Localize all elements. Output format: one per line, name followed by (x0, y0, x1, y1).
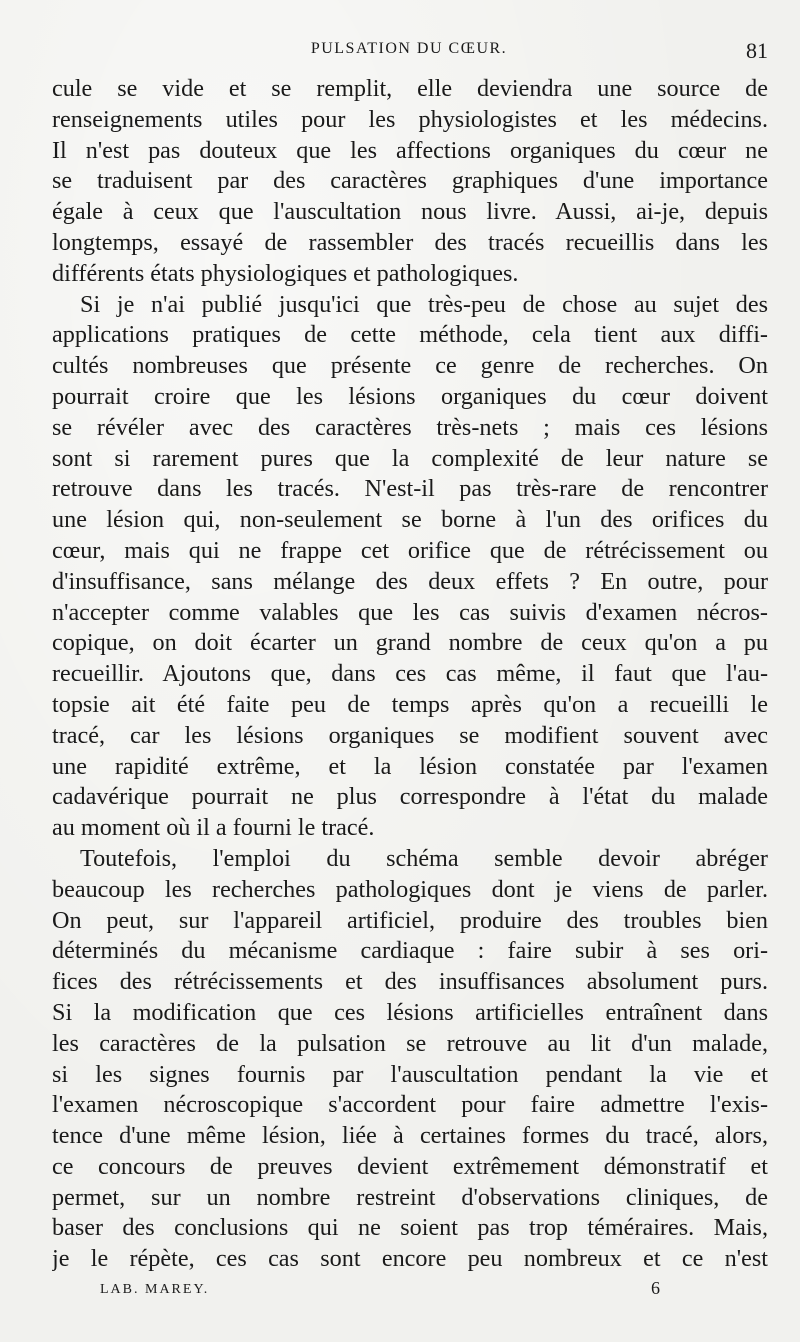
text-line: si les signes fournis par l'auscultation pendant la vie et (52, 1060, 768, 1088)
text-line: une rapidité extrême, et la lésion constatée par l'examen (52, 752, 768, 780)
text-line: cœur, mais qui ne frappe cet orifice que de rétrécissement ou (52, 536, 768, 564)
printer-signature: LAB. MAREY. (100, 1282, 210, 1297)
text-line: égale à ceux que l'auscultation nous livre. Aussi, ai-je, depuis (52, 198, 768, 226)
text-line: beaucoup les recherches pathologiques dont je viens de parler. (52, 875, 768, 903)
text-line: cadavérique pourrait ne plus correspondre à l'état du malade (52, 783, 768, 811)
text-line: Toutefois, l'emploi du schéma semble devoir abréger (80, 844, 768, 872)
text-line: différents états physiologiques et pathologiques. (52, 259, 519, 287)
text-line: copique, on doit écarter un grand nombre de ceux qu'on a pu (52, 629, 768, 657)
paragraph (52, 844, 768, 1275)
text-line: longtemps, essayé de rassembler des tracés recueillis dans les (52, 228, 768, 256)
text-line: Si la modification que ces lésions artificielles entraînent dans (52, 998, 768, 1026)
text-line: l'examen nécroscopique s'accordent pour faire admettre l'exis- (52, 1091, 768, 1119)
text-line: n'accepter comme valables que les cas suivis d'examen nécros- (52, 598, 768, 626)
text-line: cultés nombreuses que présente ce genre de recherches. On (52, 352, 768, 380)
text-line: d'insuffisance, sans mélange des deux effets ? En outre, pour (52, 567, 768, 595)
text-line: une lésion qui, non-seulement se borne à l'un des orifices du (52, 506, 768, 534)
text-line: je le répète, ces cas sont encore peu nombreux et ce n'est (52, 1245, 768, 1273)
text-line: sont si rarement pures que la complexité de leur nature se (52, 444, 768, 472)
page-header (50, 40, 768, 66)
text-line: applications pratiques de cette méthode, cela tient aux diffi- (52, 321, 768, 349)
sheet-mark: 6 (651, 1278, 660, 1298)
text-line: ce concours de preuves devient extrêmement démonstratif et (52, 1152, 768, 1180)
text-line: topsie ait été faite peu de temps après qu'on a recueilli le (52, 690, 768, 718)
text-line: Si je n'ai publié jusqu'ici que très-peu de chose au sujet des (80, 290, 768, 318)
running-head: PULSATION DU CŒUR. (310, 40, 508, 57)
text-line: fices des rétrécissements et des insuffisances absolument purs. (52, 968, 768, 996)
text-line: On peut, sur l'appareil artificiel, produire des troubles bien (52, 906, 768, 934)
text-line: tracé, car les lésions organiques se modifient souvent avec (52, 721, 768, 749)
text-line: se révéler avec des caractères très-nets ; mais ces lésions (52, 413, 768, 441)
body-text (52, 74, 768, 1275)
text-line: retrouve dans les tracés. N'est-il pas très-rare de rencontrer (52, 475, 768, 503)
text-line: pourrait croire que les lésions organiques du cœur doivent (52, 382, 768, 410)
page-footer (100, 1278, 660, 1308)
page-number: 81 (746, 38, 768, 63)
text-line: les caractères de la pulsation se retrouve au lit d'un malade, (52, 1029, 768, 1057)
text-line: déterminés du mécanisme cardiaque : faire subir à ses ori- (52, 937, 768, 965)
text-line: tence d'une même lésion, liée à certaines formes du tracé, alors, (52, 1122, 768, 1150)
paragraph (52, 74, 768, 290)
paragraph (52, 290, 768, 844)
text-line: au moment où il a fourni le tracé. (52, 814, 375, 842)
text-line: cule se vide et se remplit, elle deviendra une source de (52, 75, 768, 102)
text-line: baser des conclusions qui ne soient pas trop téméraires. Mais, (52, 1214, 768, 1242)
text-line: renseignements utiles pour les physiologistes et les médecins. (52, 105, 768, 133)
text-line: Il n'est pas douteux que les affections organiques du cœur ne (52, 136, 768, 164)
text-line: recueillir. Ajoutons que, dans ces cas même, il faut que l'au- (52, 660, 768, 688)
text-line: se traduisent par des caractères graphiques d'une importance (52, 167, 768, 195)
text-line: permet, sur un nombre restreint d'observations cliniques, de (52, 1183, 768, 1211)
